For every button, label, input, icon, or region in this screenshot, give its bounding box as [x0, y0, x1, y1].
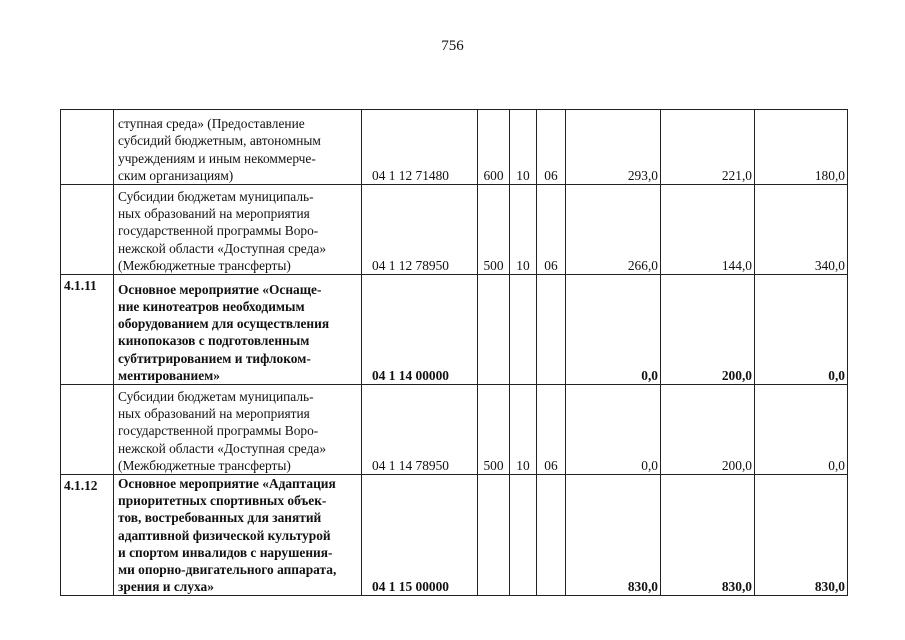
- target-article-code-cell: 04 1 15 00000: [362, 475, 478, 596]
- item-name-line: ных образований на мероприятия: [118, 406, 310, 422]
- item-name-line: (Межбюджетные трансферты): [118, 457, 291, 473]
- item-name-line: ступная среда» (Предоставление: [118, 116, 305, 132]
- table-row: [61, 110, 848, 185]
- subsection-cell: [537, 475, 566, 596]
- item-name-line: кинопоказов с подготовленным: [118, 333, 310, 349]
- section-cell: [510, 475, 537, 596]
- section-cell: [510, 275, 537, 385]
- item-name-line: оборудованием для осуществления: [118, 316, 330, 332]
- subsection-cell: 06: [537, 185, 566, 275]
- item-name-line: государственной программы Воро-: [118, 423, 319, 439]
- item-name-line: Субсидии бюджетам муниципаль-: [118, 388, 314, 404]
- table-row: [61, 185, 848, 275]
- expense-type-cell: 500: [478, 385, 510, 475]
- item-name-cell: [114, 185, 362, 275]
- item-name-cell: [114, 110, 362, 185]
- item-name-line: нежской области «Доступная среда»: [118, 440, 327, 456]
- page-number: 756: [441, 38, 464, 54]
- table-row: [61, 385, 848, 475]
- section-cell: 10: [510, 385, 537, 475]
- item-name-cell: [114, 275, 362, 385]
- subsection-cell: [537, 275, 566, 385]
- item-name-line: субтитрированием и тифлоком-: [118, 350, 311, 366]
- budget-table: [60, 109, 848, 596]
- item-name-line: приоритетных спортивных объек-: [118, 493, 327, 509]
- item-name-line: ми опорно-двигательного аппарата,: [118, 562, 337, 578]
- item-name-line: Субсидии бюджетам муниципаль-: [118, 188, 314, 204]
- item-name-line: зрения и слуха»: [118, 579, 214, 595]
- target-article-code-cell: 04 1 14 00000: [362, 275, 478, 385]
- item-name-line: ментированием»: [118, 367, 220, 383]
- amount-year-2-cell: 200,0: [661, 385, 755, 475]
- item-name-line: ных образований на мероприятия: [118, 206, 310, 222]
- item-name-line: Основное мероприятие «Адаптация: [118, 476, 336, 491]
- amount-year-2-cell: 830,0: [661, 475, 755, 596]
- subsection-cell: 06: [537, 385, 566, 475]
- section-cell: 10: [510, 110, 537, 185]
- amount-year-2-cell: 221,0: [661, 110, 755, 185]
- amount-year-1-cell: 830,0: [566, 475, 661, 596]
- amount-year-3-cell: 0,0: [755, 275, 848, 385]
- amount-year-2-cell: 200,0: [661, 275, 755, 385]
- item-name-line: субсидий бюджетным, автономным: [118, 133, 321, 149]
- item-number-cell: 4.1.11: [61, 275, 114, 385]
- target-article-code-cell: 04 1 12 71480: [362, 110, 478, 185]
- item-name-line: Основное мероприятие «Оснаще-: [118, 281, 322, 297]
- expense-type-cell: [478, 275, 510, 385]
- item-number-cell: [61, 385, 114, 475]
- item-name-line: и спортом инвалидов с нарушения-: [118, 544, 333, 560]
- item-name-line: (Межбюджетные трансферты): [118, 257, 291, 273]
- item-number-cell: [61, 110, 114, 185]
- amount-year-3-cell: 340,0: [755, 185, 848, 275]
- target-article-code-cell: 04 1 12 78950: [362, 185, 478, 275]
- section-cell: 10: [510, 185, 537, 275]
- amount-year-1-cell: 293,0: [566, 110, 661, 185]
- item-name-cell: [114, 385, 362, 475]
- expense-type-cell: [478, 475, 510, 596]
- item-name-line: ским организациям): [118, 167, 234, 183]
- amount-year-1-cell: 0,0: [566, 275, 661, 385]
- amount-year-2-cell: 144,0: [661, 185, 755, 275]
- amount-year-1-cell: 0,0: [566, 385, 661, 475]
- item-number-cell: 4.1.12: [61, 475, 114, 596]
- target-article-code-cell: 04 1 14 78950: [362, 385, 478, 475]
- item-name-line: ние кинотеатров необходимым: [118, 298, 305, 314]
- amount-year-3-cell: 830,0: [755, 475, 848, 596]
- item-name-line: нежской области «Доступная среда»: [118, 240, 327, 256]
- item-name-line: тов, востребованных для занятий: [118, 510, 322, 526]
- item-name-cell: [114, 475, 362, 596]
- table-row: [61, 475, 848, 596]
- table-row: [61, 275, 848, 385]
- item-name-line: учреждениям и иным некоммерче-: [118, 150, 316, 166]
- expense-type-cell: 600: [478, 110, 510, 185]
- item-name-line: адаптивной физической культурой: [118, 527, 331, 543]
- item-number-cell: [61, 185, 114, 275]
- expense-type-cell: 500: [478, 185, 510, 275]
- subsection-cell: 06: [537, 110, 566, 185]
- amount-year-3-cell: 0,0: [755, 385, 848, 475]
- amount-year-1-cell: 266,0: [566, 185, 661, 275]
- amount-year-3-cell: 180,0: [755, 110, 848, 185]
- item-name-line: государственной программы Воро-: [118, 223, 319, 239]
